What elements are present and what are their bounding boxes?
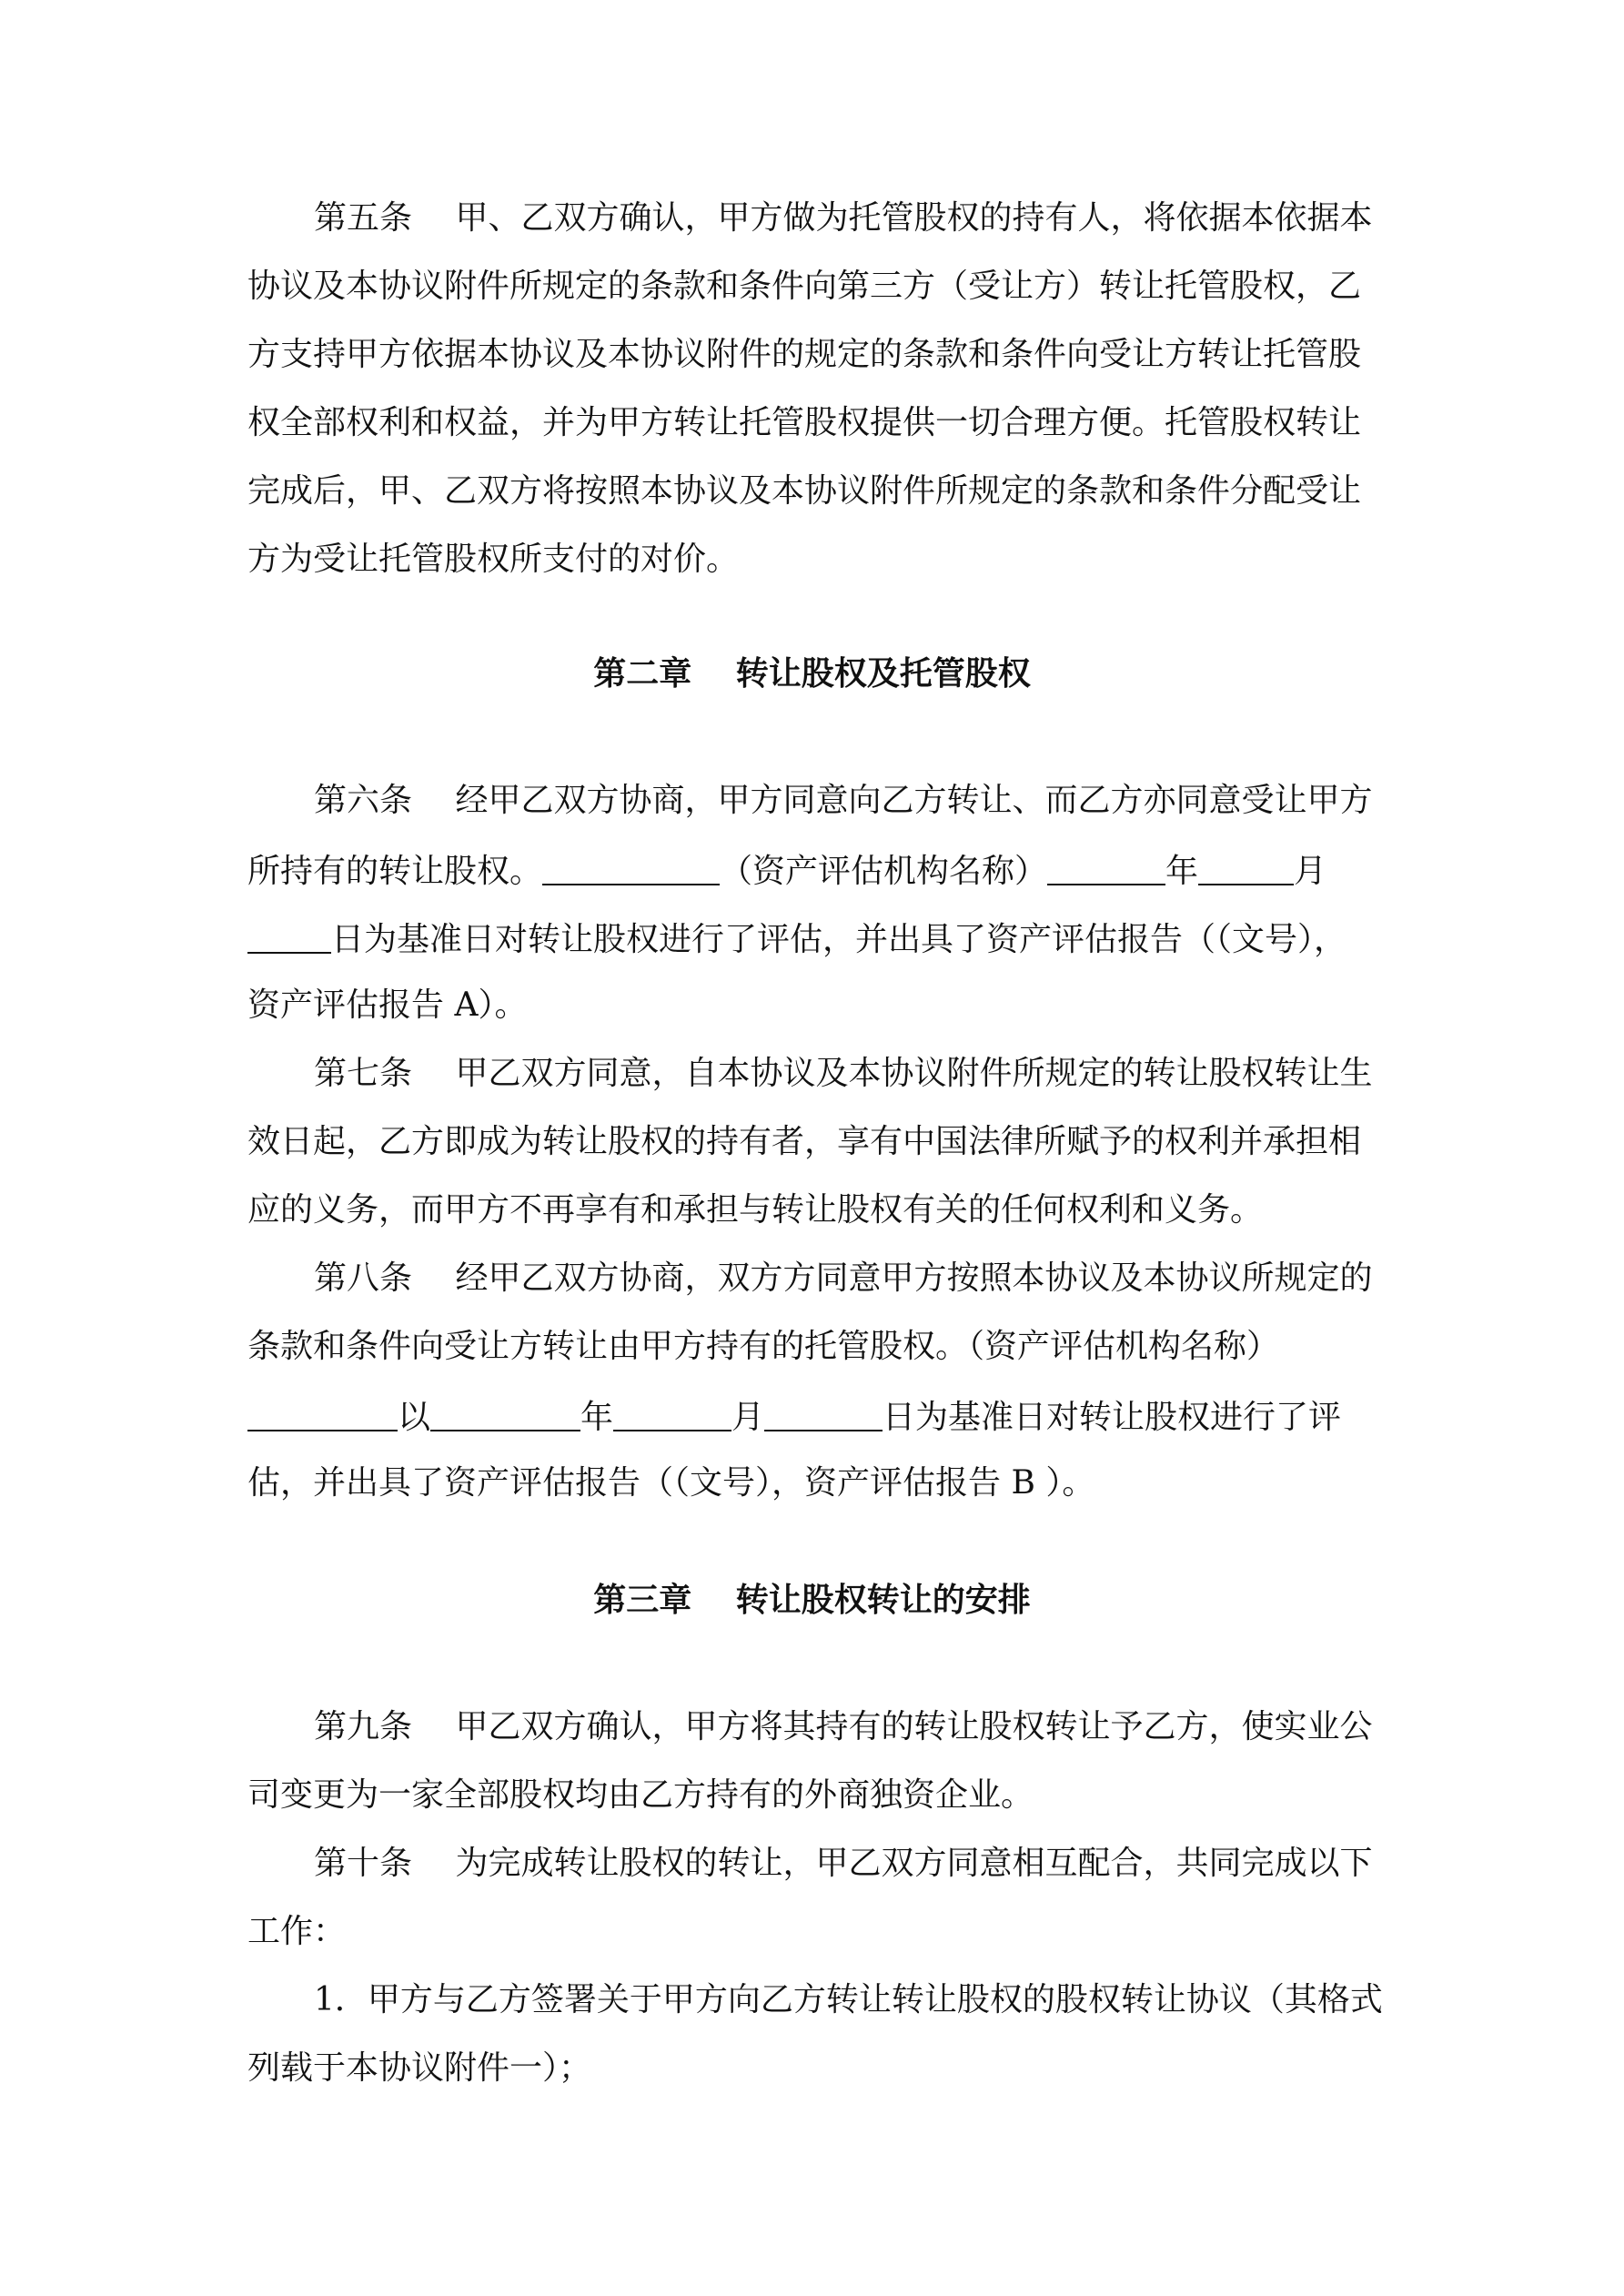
article-8-line-3 [247, 1399, 1341, 1434]
article-5-line-1: 第五条 甲、乙双方确认，甲方做为托管股权的持有人，将依据本依据本 [314, 199, 1373, 237]
article-5-line-6: 方为受让托管股权所支付的对价。 [247, 541, 740, 578]
article-8-text-a: 以 [398, 1399, 431, 1436]
item-1-line-2: 列载于本协议附件一）； [247, 2049, 592, 2087]
fill-in-blank [542, 853, 720, 885]
item-1-line-1: 1．甲方与乙方签署关于甲方向乙方转让转让股权的股权转让协议（其格式 [314, 1981, 1383, 2018]
article-6-text-c: 日为基准日对转让股权进行了评估，并出具了资产评估报告（（文号）， [331, 921, 1347, 958]
fill-in-blank [1047, 853, 1165, 885]
article-6-year: 年 [1165, 853, 1199, 890]
article-8-month: 月 [731, 1399, 765, 1436]
article-5-line-2: 协议及本协议附件所规定的条款和条件向第三方（受让方）转让托管股权，乙 [247, 268, 1362, 305]
article-7-line-1: 第七条 甲乙双方同意，自本协议及本协议附件所规定的转让股权转让生 [314, 1055, 1373, 1092]
fill-in-blank [1198, 853, 1294, 885]
article-5-line-3: 方支持甲方依据本协议及本协议附件的规定的条款和条件向受让方转让托管股 [247, 336, 1362, 373]
article-8-line-1: 第八条 经甲乙双方协商，双方方同意甲方按照本协议及本协议所规定的 [314, 1259, 1373, 1297]
article-6-line-4: 资产评估报告 A）。 [247, 986, 528, 1024]
article-5-line-4: 权全部权利和权益，并为甲方转让托管股权提供一切合理方便。托管股权转让 [247, 404, 1362, 441]
chapter-2-heading: 第二章 转让股权及托管股权 [593, 654, 1031, 693]
article-6-line-3 [247, 921, 1347, 956]
article-6-line-2 [247, 853, 1326, 888]
article-9-line-1: 第九条 甲乙双方确认，甲方将其持有的转让股权转让予乙方，使实业公 [314, 1708, 1373, 1745]
article-8-year: 年 [580, 1399, 614, 1436]
fill-in-blank [764, 1399, 883, 1431]
article-7-line-2: 效日起，乙方即成为转让股权的持有者，享有中国法律所赋予的权利并承担相 [247, 1123, 1362, 1160]
article-9-line-2: 司变更为一家全部股权均由乙方持有的外商独资企业。 [247, 1776, 1034, 1814]
article-10-line-1: 第十条 为完成转让股权的转让，甲乙双方同意相互配合，共同完成以下 [314, 1845, 1373, 1882]
article-6-month: 月 [1294, 853, 1327, 890]
article-6-line-1: 第六条 经甲乙双方协商，甲方同意向乙方转让、而乙方亦同意受让甲方 [314, 782, 1373, 819]
fill-in-blank [247, 921, 331, 954]
article-7-line-3: 应的义务，而甲方不再享有和承担与转让股权有关的任何权利和义务。 [247, 1191, 1264, 1229]
fill-in-blank [613, 1399, 731, 1431]
article-5-line-5: 完成后，甲、乙双方将按照本协议及本协议附件所规定的条款和条件分配受让 [247, 472, 1362, 510]
fill-in-blank [247, 1399, 398, 1431]
fill-in-blank [430, 1399, 580, 1431]
article-8-text-b: 日为基准日对转让股权进行了评 [883, 1399, 1342, 1436]
article-8-line-4: 估，并出具了资产评估报告（（文号），资产评估报告 B ）。 [247, 1464, 1095, 1502]
article-8-line-2: 条款和条件向受让方转让由甲方持有的托管股权。（资产评估机构名称） [247, 1328, 1280, 1365]
article-6-text-a: 所持有的转让股权。 [247, 853, 543, 890]
chapter-3-heading: 第三章 转让股权转让的安排 [593, 1581, 1031, 1619]
article-6-text-b: （资产评估机构名称） [720, 853, 1048, 890]
article-10-line-2: 工作： [247, 1913, 347, 1950]
